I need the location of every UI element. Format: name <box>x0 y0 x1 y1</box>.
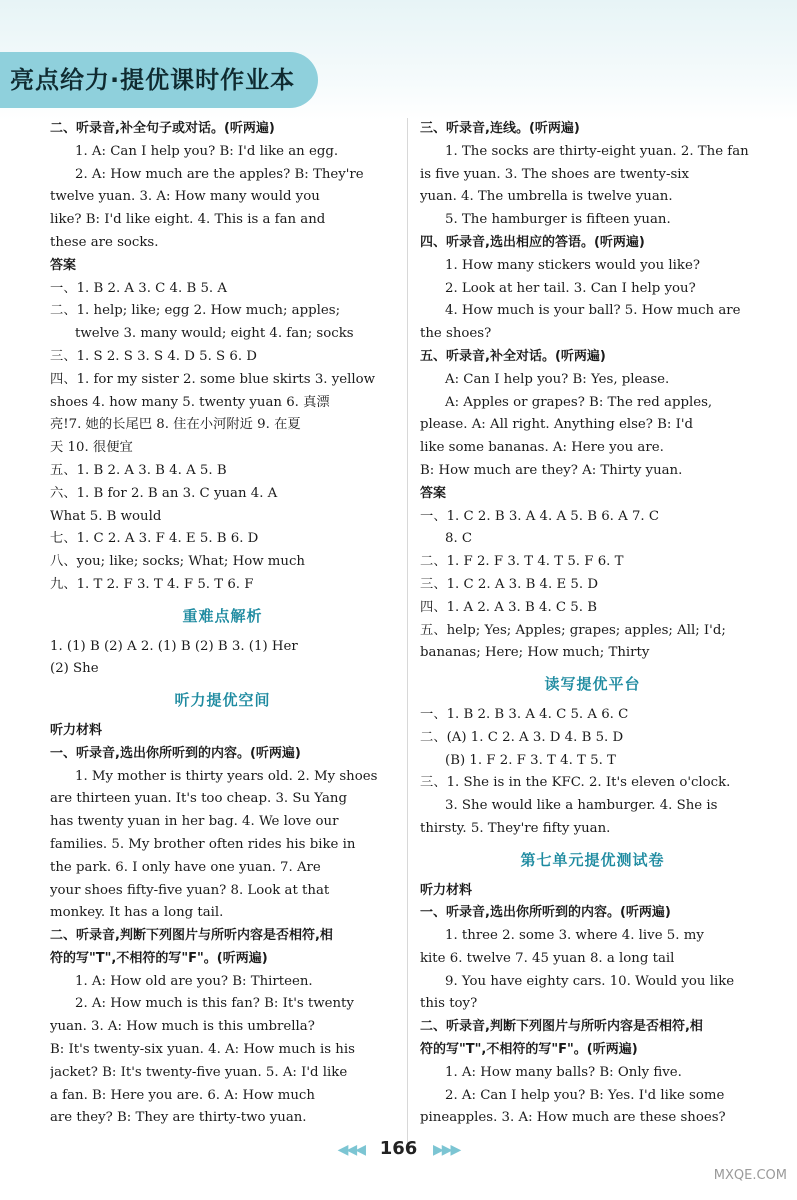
text-line: 二、(A) 1. C 2. A 3. D 4. B 5. D <box>420 729 624 745</box>
text-line: (B) 1. F 2. F 3. T 4. T 5. T <box>445 752 616 768</box>
text-line: bananas; Here; How much; Thirty <box>420 645 650 661</box>
watermark: MXQE.COM <box>713 1168 787 1183</box>
text-line: yuan. 4. The umbrella is twelve yuan. <box>420 189 673 205</box>
text-line: 答案 <box>50 257 77 273</box>
text-line: 1. three 2. some 3. where 4. live 5. my <box>445 928 704 944</box>
text-line: 4. How much is your ball? 5. How much are <box>445 303 741 319</box>
text-line: 答案 <box>420 485 447 501</box>
text-line: 2. A: How much are the apples? B: They're <box>75 166 364 182</box>
text-line: 2. Look at her tail. 3. Can I help you? <box>445 280 696 296</box>
question-heading: 五、听录音,补全对话。(听两遍) <box>420 348 606 364</box>
question-heading: 二、听录音,判断下列图片与所听内容是否相符,相 <box>50 928 333 944</box>
text-line: your shoes fifty-five yuan? 8. Look at that <box>50 882 330 898</box>
text-line: 二、1. help; like; egg 2. How much; apples; <box>50 303 341 319</box>
text-line: 听力材料 <box>420 882 473 898</box>
page-number: 166 <box>379 1138 418 1159</box>
text-line: the park. 6. I only have one yuan. 7. Are <box>50 859 321 875</box>
text-line: 一、1. B 2. B 3. A 4. C 5. A 6. C <box>420 706 629 722</box>
text-line: 1. The socks are thirty-eight yuan. 2. The fan <box>445 143 749 159</box>
question-heading: 二、听录音,判断下列图片与所听内容是否相符,相 <box>420 1019 703 1035</box>
right-column <box>420 118 765 1130</box>
text-line: 1. (1) B (2) A 2. (1) B (2) B 3. (1) Her <box>50 638 298 654</box>
text-line: 听力材料 <box>50 722 103 738</box>
text-line: 1. A: How many balls? B: Only five. <box>445 1064 682 1080</box>
question-heading: 二、听录音,补全句子或对话。(听两遍) <box>50 121 275 136</box>
text-line: 天 10. 很便宜 <box>50 440 133 456</box>
section-title: 重难点解析 <box>182 606 263 625</box>
text-line: kite 6. twelve 7. 45 yuan 8. a long tail <box>420 950 675 966</box>
text-line: families. 5. My brother often rides his bike in <box>50 836 356 852</box>
text-line: shoes 4. how many 5. twenty yuan 6. 真漂 <box>50 394 330 410</box>
text-line: 四、1. for my sister 2. some blue skirts 3. yellow <box>50 371 376 387</box>
text-line: like? B: I'd like eight. 4. This is a fan and <box>50 212 326 228</box>
page-footer <box>0 1138 797 1168</box>
text-line: the shoes? <box>420 326 492 342</box>
text-line: 一、1. C 2. B 3. A 4. A 5. B 6. A 7. C <box>420 508 660 524</box>
text-line: like some bananas. A: Here you are. <box>420 440 664 456</box>
left-column <box>50 118 395 1130</box>
text-line: 2. A: Can I help you? B: Yes. I'd like some <box>445 1087 725 1103</box>
book-title: 亮点给力·提优课时作业本 <box>0 52 318 108</box>
text-line: please. A: All right. Anything else? B: I'd <box>420 417 694 433</box>
section-title: 第七单元提优测试卷 <box>520 850 665 869</box>
text-line: 五、help; Yes; Apples; grapes; apples; All; I'd; <box>420 622 726 638</box>
text-line: has twenty yuan in her bag. 4. We love our <box>50 814 339 830</box>
text-line: 1. My mother is thirty years old. 2. My shoes <box>75 768 378 784</box>
text-line: 七、1. C 2. A 3. F 4. E 5. B 6. D <box>50 531 259 547</box>
text-line: B: How much are they? A: Thirty yuan. <box>420 462 683 478</box>
text-line: 8. C <box>445 531 473 547</box>
right-arrows-icon: ▶▶▶ <box>433 1142 460 1158</box>
question-heading: 一、听录音,选出你所听到的内容。(听两遍) <box>420 905 671 921</box>
text-line: 三、1. C 2. A 3. B 4. E 5. D <box>420 576 598 592</box>
text-line: 二、1. F 2. F 3. T 4. T 5. F 6. T <box>420 554 624 570</box>
text-line: B: It's twenty-six yuan. 4. A: How much is his <box>50 1042 355 1058</box>
text-line: 1. A: Can I help you? B: I'd like an egg. <box>75 143 339 159</box>
text-line: A: Apples or grapes? B: The red apples, <box>445 394 713 410</box>
question-heading: 符的写"T",不相符的写"F"。(听两遍) <box>50 950 268 966</box>
text-line: 3. She would like a hamburger. 4. She is <box>445 798 718 814</box>
text-line: 九、1. T 2. F 3. T 4. F 5. T 6. F <box>50 576 254 592</box>
text-line: monkey. It has a long tail. <box>50 905 224 921</box>
question-heading: 一、听录音,选出你所听到的内容。(听两遍) <box>50 745 301 761</box>
text-line: 五、1. B 2. A 3. B 4. A 5. B <box>50 462 227 478</box>
text-line: 六、1. B for 2. B an 3. C yuan 4. A <box>50 485 278 501</box>
text-line: 1. A: How old are you? B: Thirteen. <box>75 973 313 989</box>
text-line: these are socks. <box>50 234 159 250</box>
text-line: 四、1. A 2. A 3. B 4. C 5. B <box>420 599 597 615</box>
section-title: 听力提优空间 <box>174 691 271 710</box>
text-line: jacket? B: It's twenty-five yuan. 5. A: I'd like <box>50 1064 348 1080</box>
text-line: 5. The hamburger is fifteen yuan. <box>445 212 671 228</box>
text-line: What 5. B would <box>50 508 162 524</box>
left-arrows-icon: ◀◀◀ <box>337 1142 364 1158</box>
text-line: A: Can I help you? B: Yes, please. <box>445 371 670 387</box>
text-line: 亮!7. 她的长尾巴 8. 住在小河附近 9. 在夏 <box>50 417 301 433</box>
text-line: this toy? <box>420 996 478 1012</box>
text-line: is five yuan. 3. The shoes are twenty-six <box>420 166 690 182</box>
text-line: 9. You have eighty cars. 10. Would you like <box>445 973 735 989</box>
text-line: 一、1. B 2. A 3. C 4. B 5. A <box>50 280 227 296</box>
text-line: 三、1. She is in the KFC. 2. It's eleven o'clock. <box>420 775 731 791</box>
text-line: 三、1. S 2. S 3. S 4. D 5. S 6. D <box>50 348 257 364</box>
question-heading: 三、听录音,连线。(听两遍) <box>420 121 580 136</box>
question-heading: 四、听录音,选出相应的答语。(听两遍) <box>420 234 645 250</box>
text-line: a fan. B: Here you are. 6. A: How much <box>50 1087 315 1103</box>
text-line: are thirteen yuan. It's too cheap. 3. Su Yang <box>50 791 348 807</box>
column-divider <box>407 118 408 1148</box>
text-line: thirsty. 5. They're fifty yuan. <box>420 820 611 836</box>
text-line: (2) She <box>50 661 99 677</box>
text-line: twelve yuan. 3. A: How many would you <box>50 189 320 205</box>
text-line: 1. How many stickers would you like? <box>445 257 700 273</box>
text-line: are they? B: They are thirty-two yuan. <box>50 1110 307 1126</box>
section-title: 读写提优平台 <box>544 675 641 694</box>
text-line: pineapples. 3. A: How much are these shoes? <box>420 1110 726 1126</box>
text-line: yuan. 3. A: How much is this umbrella? <box>50 1019 315 1035</box>
question-heading: 符的写"T",不相符的写"F"。(听两遍) <box>420 1042 638 1058</box>
text-line: twelve 3. many would; eight 4. fan; socks <box>75 326 354 342</box>
text-line: 八、you; like; socks; What; How much <box>50 554 305 570</box>
text-line: 2. A: How much is this fan? B: It's twenty <box>75 996 354 1012</box>
